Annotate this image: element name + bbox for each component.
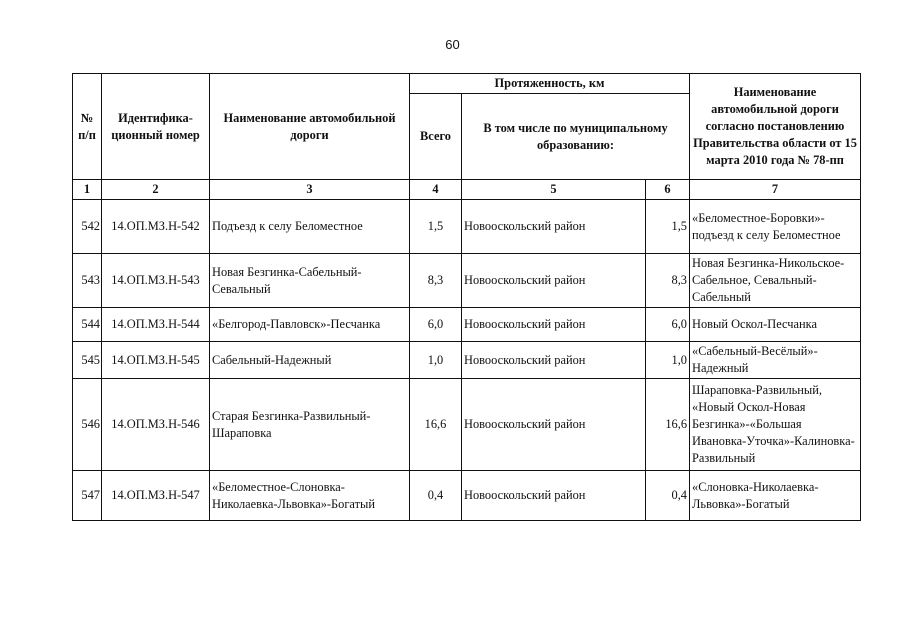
row-municipality: Новооскольский район: [462, 254, 646, 308]
roads-table: [72, 73, 861, 521]
row-id: 14.ОП.МЗ.Н-545: [102, 342, 210, 379]
column-number: 4: [410, 180, 462, 200]
row-total-length: 6,0: [410, 308, 462, 342]
row-total-length: 0,4: [410, 471, 462, 521]
header-road-name: Наименование автомобильной дороги: [210, 74, 410, 180]
row-road-name: Подъезд к селу Беломестное: [210, 200, 410, 254]
table-row: [73, 342, 861, 379]
row-decree-name: Шараповка-Развильный, «Новый Оскол-Новая Безгинка»-«Большая Ивановка-Уточка»-Калиновка-Развильный: [690, 379, 861, 471]
row-municipality: Новооскольский район: [462, 342, 646, 379]
row-id: 14.ОП.МЗ.Н-542: [102, 200, 210, 254]
row-num: 544: [73, 308, 102, 342]
row-municipality: Новооскольский район: [462, 471, 646, 521]
table-row: [73, 308, 861, 342]
row-decree-name: Новый Оскол-Песчанка: [690, 308, 861, 342]
row-municipality-length: 1,5: [646, 200, 690, 254]
row-decree-name: «Беломестное-Боровки»-подъезд к селу Беломестное: [690, 200, 861, 254]
header-decree-name: Наименование автомобильной дороги согласно постановлению Правительства области от 15 марта 2010 года № 78-пп: [690, 74, 861, 180]
header-num: № п/п: [73, 74, 102, 180]
row-municipality: Новооскольский район: [462, 308, 646, 342]
row-municipality: Новооскольский район: [462, 379, 646, 471]
table-row: [73, 471, 861, 521]
row-id: 14.ОП.МЗ.Н-544: [102, 308, 210, 342]
row-id: 14.ОП.МЗ.Н-543: [102, 254, 210, 308]
row-total-length: 16,6: [410, 379, 462, 471]
row-num: 546: [73, 379, 102, 471]
row-municipality-length: 16,6: [646, 379, 690, 471]
row-num: 545: [73, 342, 102, 379]
row-road-name: «Белгород-Павловск»-Песчанка: [210, 308, 410, 342]
row-municipality-length: 0,4: [646, 471, 690, 521]
header-total: Всего: [410, 94, 462, 180]
row-road-name: Новая Безгинка-Сабельный-Севальный: [210, 254, 410, 308]
row-municipality-length: 1,0: [646, 342, 690, 379]
header-length-group: Протяженность, км: [410, 74, 690, 94]
row-municipality: Новооскольский район: [462, 200, 646, 254]
row-road-name: Старая Безгинка-Развильный-Шараповка: [210, 379, 410, 471]
row-num: 542: [73, 200, 102, 254]
row-num: 543: [73, 254, 102, 308]
column-number: 2: [102, 180, 210, 200]
row-municipality-length: 8,3: [646, 254, 690, 308]
row-total-length: 1,5: [410, 200, 462, 254]
row-total-length: 1,0: [410, 342, 462, 379]
row-municipality-length: 6,0: [646, 308, 690, 342]
row-decree-name: «Сабельный-Весёлый»-Надежный: [690, 342, 861, 379]
column-number: 1: [73, 180, 102, 200]
row-decree-name: Новая Безгинка-Никольское-Сабельное, Севальный-Сабельный: [690, 254, 861, 308]
row-road-name: «Беломестное-Слоновка-Николаевка-Львовка»-Богатый: [210, 471, 410, 521]
table-row: [73, 254, 861, 308]
column-number: 7: [690, 180, 861, 200]
table-row: [73, 379, 861, 471]
column-number: 3: [210, 180, 410, 200]
row-total-length: 8,3: [410, 254, 462, 308]
row-id: 14.ОП.МЗ.Н-546: [102, 379, 210, 471]
row-road-name: Сабельный-Надежный: [210, 342, 410, 379]
row-id: 14.ОП.МЗ.Н-547: [102, 471, 210, 521]
page-number: 60: [445, 37, 460, 52]
header-by-municipality: В том числе по муниципальному образованию:: [462, 94, 690, 180]
row-decree-name: «Слоновка-Николаевка-Львовка»-Богатый: [690, 471, 861, 521]
table-row: [73, 200, 861, 254]
column-number: 5: [462, 180, 646, 200]
header-id: Идентифика-ционный номер: [102, 74, 210, 180]
column-number: 6: [646, 180, 690, 200]
row-num: 547: [73, 471, 102, 521]
